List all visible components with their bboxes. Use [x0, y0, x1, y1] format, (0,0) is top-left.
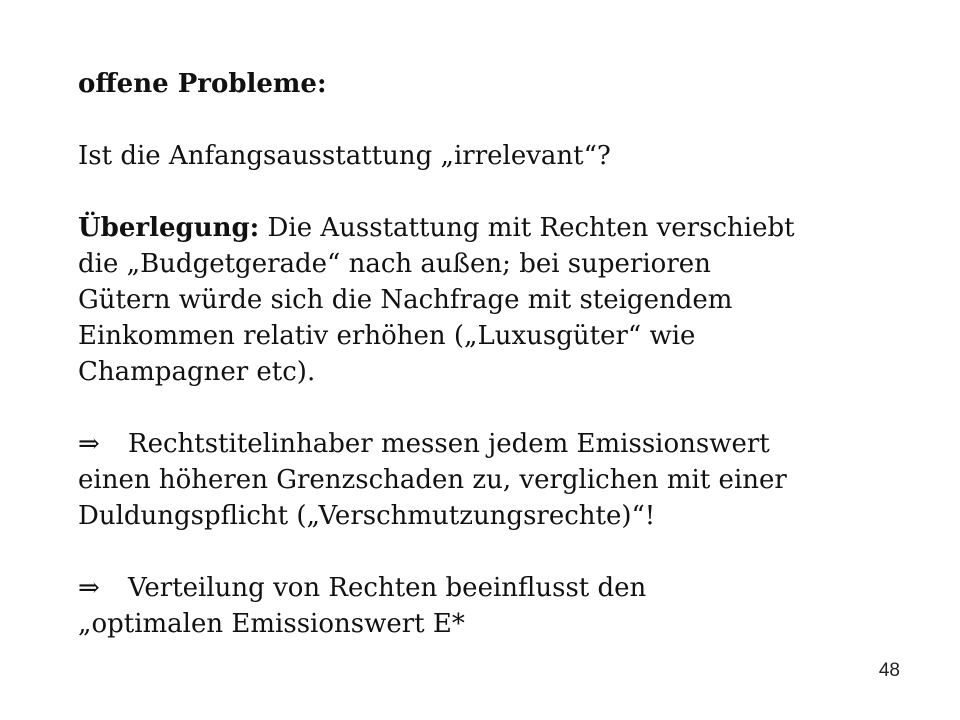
implication-2-line-2: „optimalen Emissionswert E* — [78, 609, 465, 639]
implication-2-text: Verteilung von Rechten beeinflusst den — [128, 573, 647, 603]
implication-1-text: Rechtstitelinhaber messen jedem Emissionswert — [128, 429, 770, 459]
spacer — [78, 174, 878, 210]
consideration-line-1 — [78, 210, 878, 246]
consideration-line-5: Champagner etc). — [78, 357, 316, 387]
implies-arrow-icon: ⇒ — [78, 573, 100, 603]
question-text: Ist die Anfangsausstattung „irrelevant“? — [78, 141, 611, 171]
spacer — [78, 390, 878, 426]
implication-2-line-1 — [78, 570, 878, 606]
implication-1-line-3: Duldungspflicht („Verschmutzungsrechte)“! — [78, 501, 656, 531]
implication-1-line-2: einen höheren Grenzschaden zu, verglichen mit einer — [78, 465, 787, 495]
spacer — [78, 102, 878, 138]
spacer — [78, 534, 878, 570]
consideration-label: Überlegung: — [78, 213, 260, 243]
implies-arrow-icon: ⇒ — [78, 429, 100, 459]
slide-heading: offene Probleme: — [78, 69, 327, 99]
consideration-line-3: Gütern würde sich die Nachfrage mit steigendem — [78, 285, 733, 315]
implication-1-line-1 — [78, 426, 878, 462]
slide-body — [78, 66, 878, 642]
consideration-line-4: Einkommen relativ erhöhen („Luxusgüter“ wie — [78, 321, 696, 351]
consideration-text: Die Ausstattung mit Rechten verschiebt — [259, 213, 795, 243]
page-number: 48 — [878, 660, 900, 681]
consideration-line-2: die „Budgetgerade“ nach außen; bei superioren — [78, 249, 711, 279]
